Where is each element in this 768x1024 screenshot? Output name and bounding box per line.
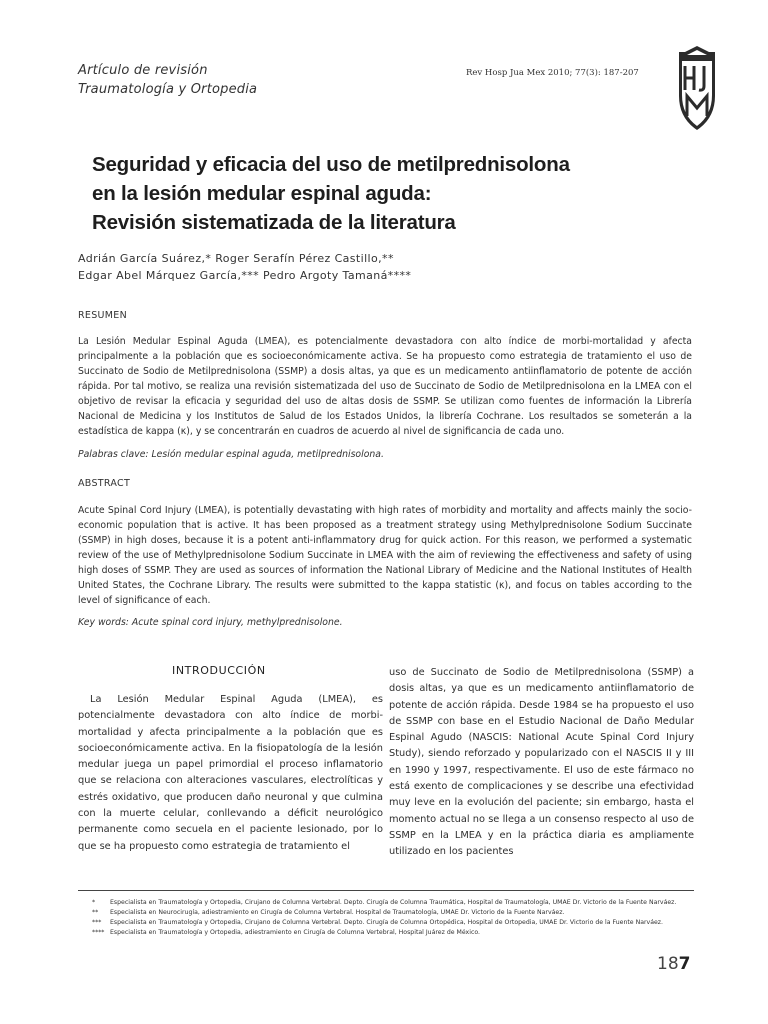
resumen-text: La Lesión Medular Espinal Aguda (LMEA), es potencialmente devastadora con alto índice de morbi-mortalidad y afecta principalmente a la población que es socioeconómicamente activa. Se ha propuesto como estrategia de tratamiento el uso de Succinato de Sodio de Metilprednisolona (SSMP) a dosis altas, ya que es un medicamento antiinflamatorio de potente de acción rápida. Por tal motivo, se realiza una revisión sistematizada del uso de Succinato de Sodio de Metilprednisolona en la LMEA con el objetivo de revisar la eficacia y seguridad del uso de altas dosis de SSMP. Se utilizan como fuentes de información la Librería Nacional de Medicina y los Institutos de Salud de los Estados Unidos, la librería Cochrane. Los resultados se someterán a la estadística de kappa (κ), y se concentrarán en cuadros de acuerdo al nivel de significancia de cada uno. (78, 336, 692, 437)
footnote-divider (78, 890, 694, 891)
title-line: en la lesión medular espinal aguda: (92, 182, 432, 205)
title-line: Seguridad y eficacia del uso de metilprednisolona (92, 153, 570, 176)
footnote-mark: ** (92, 909, 99, 916)
footnote-text: Especialista en Traumatología y Ortopedia, Cirujano de Columna Vertebral. Depto. Cirugía de Columna Ortopédica, Hospital de Ortopedia, UMAE Dr. Victorio de la Fuente Narváez. (110, 919, 664, 926)
article-title (92, 150, 692, 237)
authors (78, 250, 411, 284)
footnote-mark: **** (92, 929, 105, 936)
abstract-text: Acute Spinal Cord Injury (LMEA), is potentially devastating with high rates of morbidity and mortality and affects mainly the socio-economic population that is active. It has been proposed as a treatment strategy using Methylprednisolone Sodium Succinate (SSMP) in high doses, because it is a potent anti-inflammatory drug for quick action. For this reason, we performed a systematic review of the use of Methylprednisolone Sodium Succinate in LMEA with the aim of reviewing the effectiveness and safety of using high doses of SSMP. They are used as sources of information the National Library of Medicine and the National Institutes of Health United States, the Cochrane Library. The results were submitted to the kappa statistic (κ), and focus on tables according to the level of significance of each. (78, 505, 692, 606)
authors-line: Edgar Abel Márquez García,*** Pedro Argoty Tamaná**** (78, 269, 412, 282)
intro-column-left: La Lesión Medular Espinal Aguda (LMEA), es potencialmente devastadora con alto índice de morbi-mortalidad y afecta principalmente a la población que es socioeconómicamente activa. En la fisiopatología de la lesión medular juega un papel primordial el proceso inflamatorio que se relaciona con alteraciones vasculares, electrolíticas y estrés oxidativo, que producen daño neuronal y que culmina con la muerte celular, conllevando a déficit neurológico permanente como secuela en el paciente lesionado, por lo que se ha propuesto como estrategia de tratamiento el (78, 694, 383, 852)
page-number-last-digit: 7 (678, 954, 691, 974)
footnote (92, 898, 712, 908)
journal-citation: Rev Hosp Jua Mex 2010; 77(3): 187-207 (466, 68, 639, 78)
authors-line: Adrián García Suárez,* Roger Serafín Pérez Castillo,** (78, 252, 394, 265)
footnote-mark: *** (92, 919, 102, 926)
footnote (92, 928, 712, 938)
page-number-prefix: 18 (657, 954, 679, 974)
specialty-label: Traumatología y Ortopedia (78, 82, 258, 97)
journal-logo (676, 44, 718, 132)
footnote-text: Especialista en Traumatología y Ortopedia, Cirujano de Columna Vertebral. Depto. Cirugía de Columna Traumática, Hospital de Traumatología, UMAE Dr. Victorio de la Fuente Narváez. (110, 899, 677, 906)
footnote (92, 908, 712, 918)
resumen-heading: RESUMEN (78, 310, 127, 321)
footnote (92, 918, 712, 928)
abstract-keywords: Key words: Acute spinal cord injury, methylprednisolone. (78, 617, 343, 628)
intro-column-right: uso de Succinato de Sodio de Metilprednisolona (SSMP) a dosis altas, ya que es un medicamento antiinflamatorio de potente de acción rápida. Desde 1984 se ha propuesto el uso de SSMP con base en el Estudio Nacional de Daño Medular Espinal Agudo (NASCIS: National Acute Spinal Cord Injury Study), siendo reforzado y popularizado con el NASCIS II y III en 1990 y 1997, respectivamente. El uso de este fármaco no está exento de complicaciones y se describe una efectividad muy leve en la evolución del paciente; sin embargo, hasta el momento actual no se llega a un consenso respecto al uso de SSMP en la LMEA y en la práctica diaria es ampliamente utilizado en los pacientes (389, 667, 694, 858)
title-line: Revisión sistematizada de la literatura (92, 211, 456, 234)
article-type-label: Artículo de revisión (78, 63, 208, 78)
footnote-text: Especialista en Traumatología y Ortopedia, adiestramiento en Cirugía de Columna Vertebral, Hospital Juárez de México. (110, 929, 480, 936)
footnote-mark: * (92, 899, 96, 906)
footnotes (92, 898, 712, 938)
resumen-keywords: Palabras clave: Lesión medular espinal aguda, metilprednisolona. (78, 449, 384, 460)
footnote-text: Especialista en Neurocirugía, adiestramiento en Cirugía de Columna Vertebral. Hospital de Traumatología, UMAE Dr. Victorio de la Fuente Narváez. (110, 909, 565, 916)
page-number (657, 954, 690, 974)
introduction-heading: INTRODUCCIÓN (172, 664, 266, 677)
abstract-heading: ABSTRACT (78, 478, 131, 489)
